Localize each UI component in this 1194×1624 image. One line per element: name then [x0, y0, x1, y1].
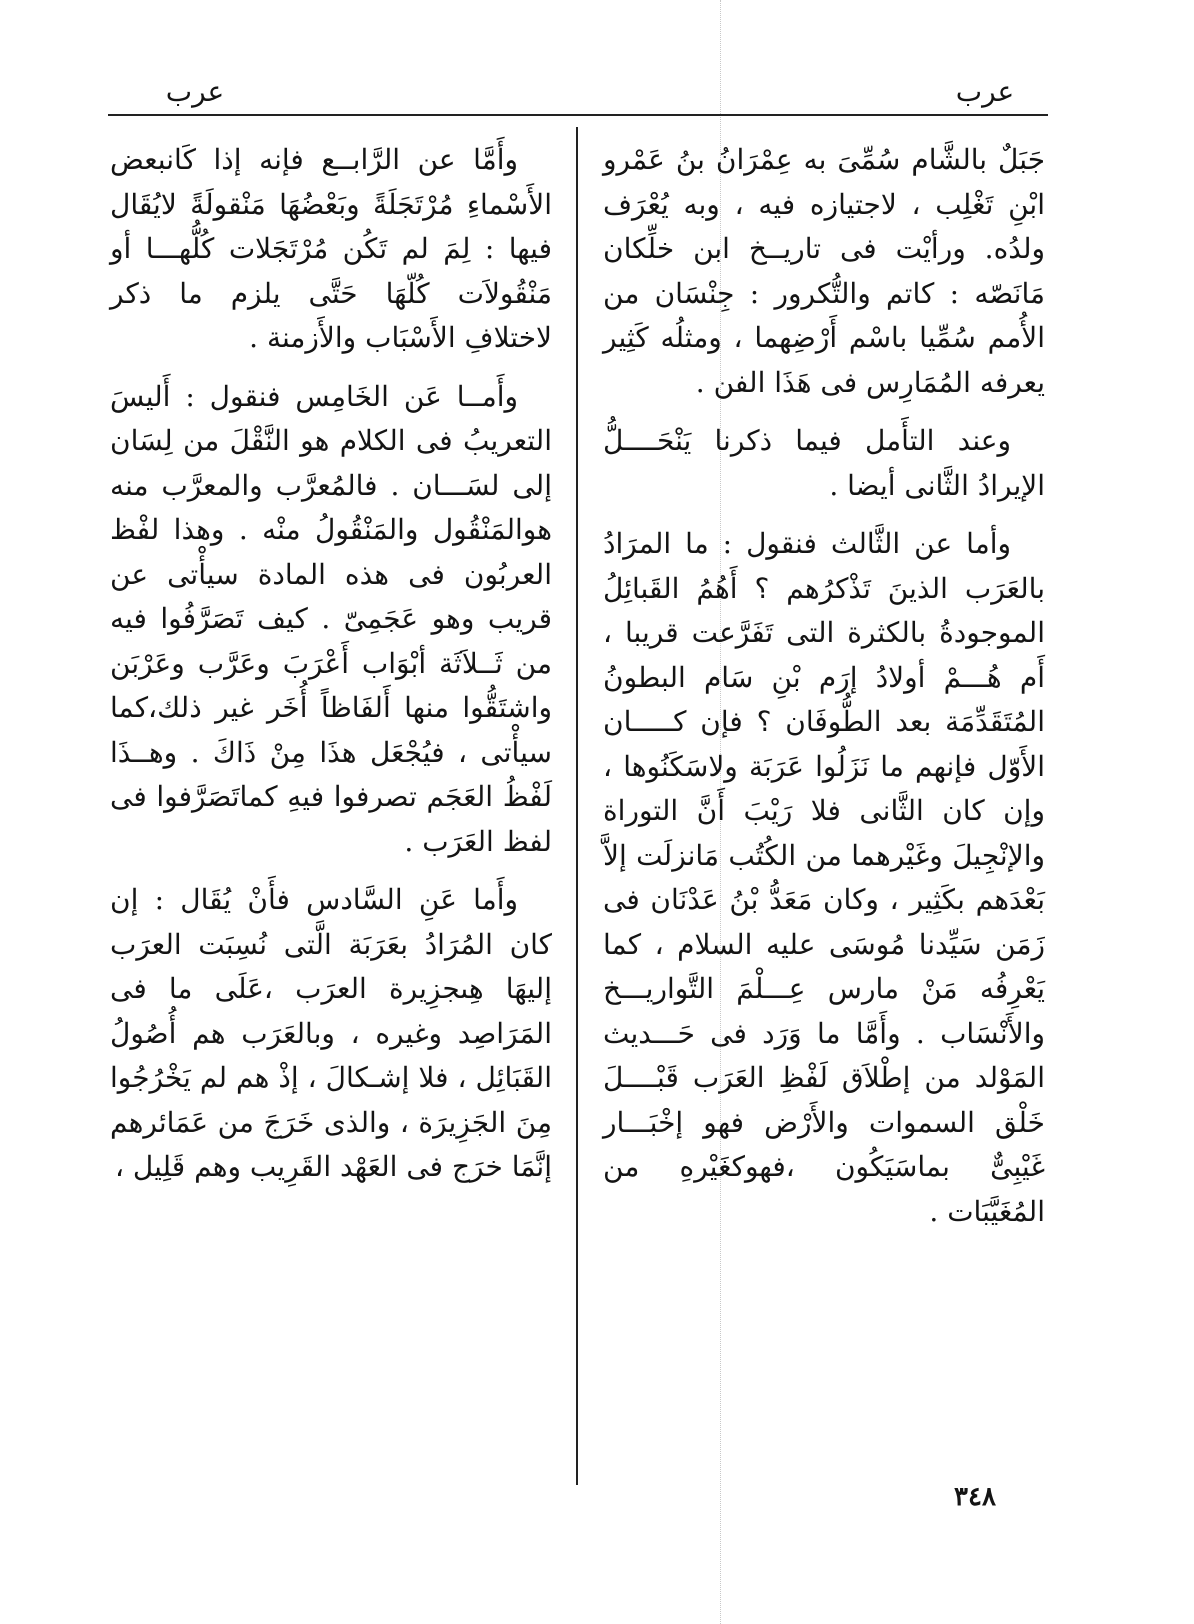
left-column: [110, 138, 552, 1204]
running-header-left: عرب: [165, 75, 225, 108]
header-rule: [108, 114, 1048, 116]
left-paragraph-2: وأَمــا عَن الخَامِس فنقول : أَليسَ التعريبُ فى الكلام هو النَّقْلَ من لِسَان إلى لسَـــان . فالمُعرَّب والمعرَّب منه هوالمَنْقُول والمَنْقُولُ منْه . وهذا لفْظ العربُون فى هذه المادة سيأْتى عن قريب وهو عَجَمِىّ . كيف تَصَرَّفُوا فيه من ثَــلاَثَة أبْوَاب أَعْرَبَ وعَرَّب وعَرْبَن واشتَقُّوا منها أَلفَاظاً أُخَر غير ذلك،كما سيأْتى ، فيُجْعَل هذَا مِنْ ذَاكَ . وهــذَا لَفْظُ العَجَم تصرفوا فيهِ كماتَصَرَّفوا فى لفظ العَرَب .: [110, 379, 552, 858]
right-paragraph-1: جَبَلٌ بالشَّام سُمِّىَ به عِمْرَانُ بنُ عَمْرو ابْنِ تَغْلِب ، لاجتيازه فيه ، وبه يُعْرَف ولدُه. ورأيْت فى تاريــخ ابن خلِّكان مَانَصّه : كاتم والتُّكرور : جِنْسَان من الأُمم سُمِّيا باسْم أَرْضِهما ، ومثلُه كَثِير يعرفه المُمَارِس فى هَذَا الفن .: [603, 143, 1045, 399]
left-paragraph-3: وأَما عَنِ السَّادس فأَنْ يُقَال : إن كان المُرَادُ بعَرَبَة الَّتى نُسِبَت العرَب إليهَا هِىجزِيرة العرَب ،عَلَى ما فى المَرَاصِد وغيره ، وبالعَرَب هم أُصُولُ القَبَائِل ، فلا إشـكالَ ، إذْ هم لم يَخْرُجُوا مِنَ الجَزِيرَة ، والذى خَرَجَ من عَمَائرهم إنَّمَا خرَج فى العَهْد القَرِيب وهم قَلِيل ،: [110, 883, 552, 1183]
page-number: ٣٤٨: [954, 1482, 996, 1512]
right-paragraph-3: وأما عن الثَّالث فنقول : ما المرَادُ بالعَرَب الذينَ تَذْكرُهم ؟ أَهُمُ القَبائِلُ الموجودةُ بالكثرة التى تَفَرَّعت قريبا ، أَم هُـــمْ أولادُ إرَم بْنِ سَام البطونُ المُتَقَدِّمَة بعد الطُّوفَان ؟ فإن كـــــان الأَوّل فإنهم ما نَزَلُوا عَرَبَة ولاسَكَنُوها ، وإن كان الثَّانى فلا رَيْبَ أَنَّ التوراة والإنْجِيلَ وغَيْرهما من الكُتُب مَانزلَت إلاَّ بَعْدَهم بكَثِير ، وكان مَعَدُّ بْنُ عَدْنَان فى زَمَن سَيِّدنا مُوسَى عليه السلام ، كما يَعْرِفُه مَنْ مارس عِـــلْمَ التَّواريـــخ والأَنْسَاب . وأَمَّا ما وَرَد فى حَـــديث المَوْلد من إطْلاَق لَفْظِ العَرَب قَبْــــلَ خَلْق السموات والأَرْض فهو إخْبَـــار غَيْبِىٌّ بماسَيَكُون ،فهوكغَيْرهِ من المُغَيَّبَات .: [603, 527, 1045, 1228]
column-divider: [576, 127, 578, 1485]
right-column: [603, 138, 1045, 1248]
right-paragraph-2: وعند التأَمل فيما ذكرنا يَنْحَــــلُّ الإيرادُ الثَّانى أيضا .: [603, 424, 1045, 502]
left-paragraph-1: وأَمَّا عن الرَّابــع فإنه إذا كَانبعض الأَسْماءِ مُرْتَجَلَةً وبَعْضُهَا مَنْقولَةً لايُقَال فيها : لِمَ لم تَكُن مُرْتَجَلات كُلُّهـــا أو مَنْقُولاَت كُلّهَا حَتَّى يلزم ما ذكر لاختلافِ الأَسْبَاب والأَزمنة .: [110, 143, 552, 354]
running-header-right: عرب: [955, 75, 1015, 108]
